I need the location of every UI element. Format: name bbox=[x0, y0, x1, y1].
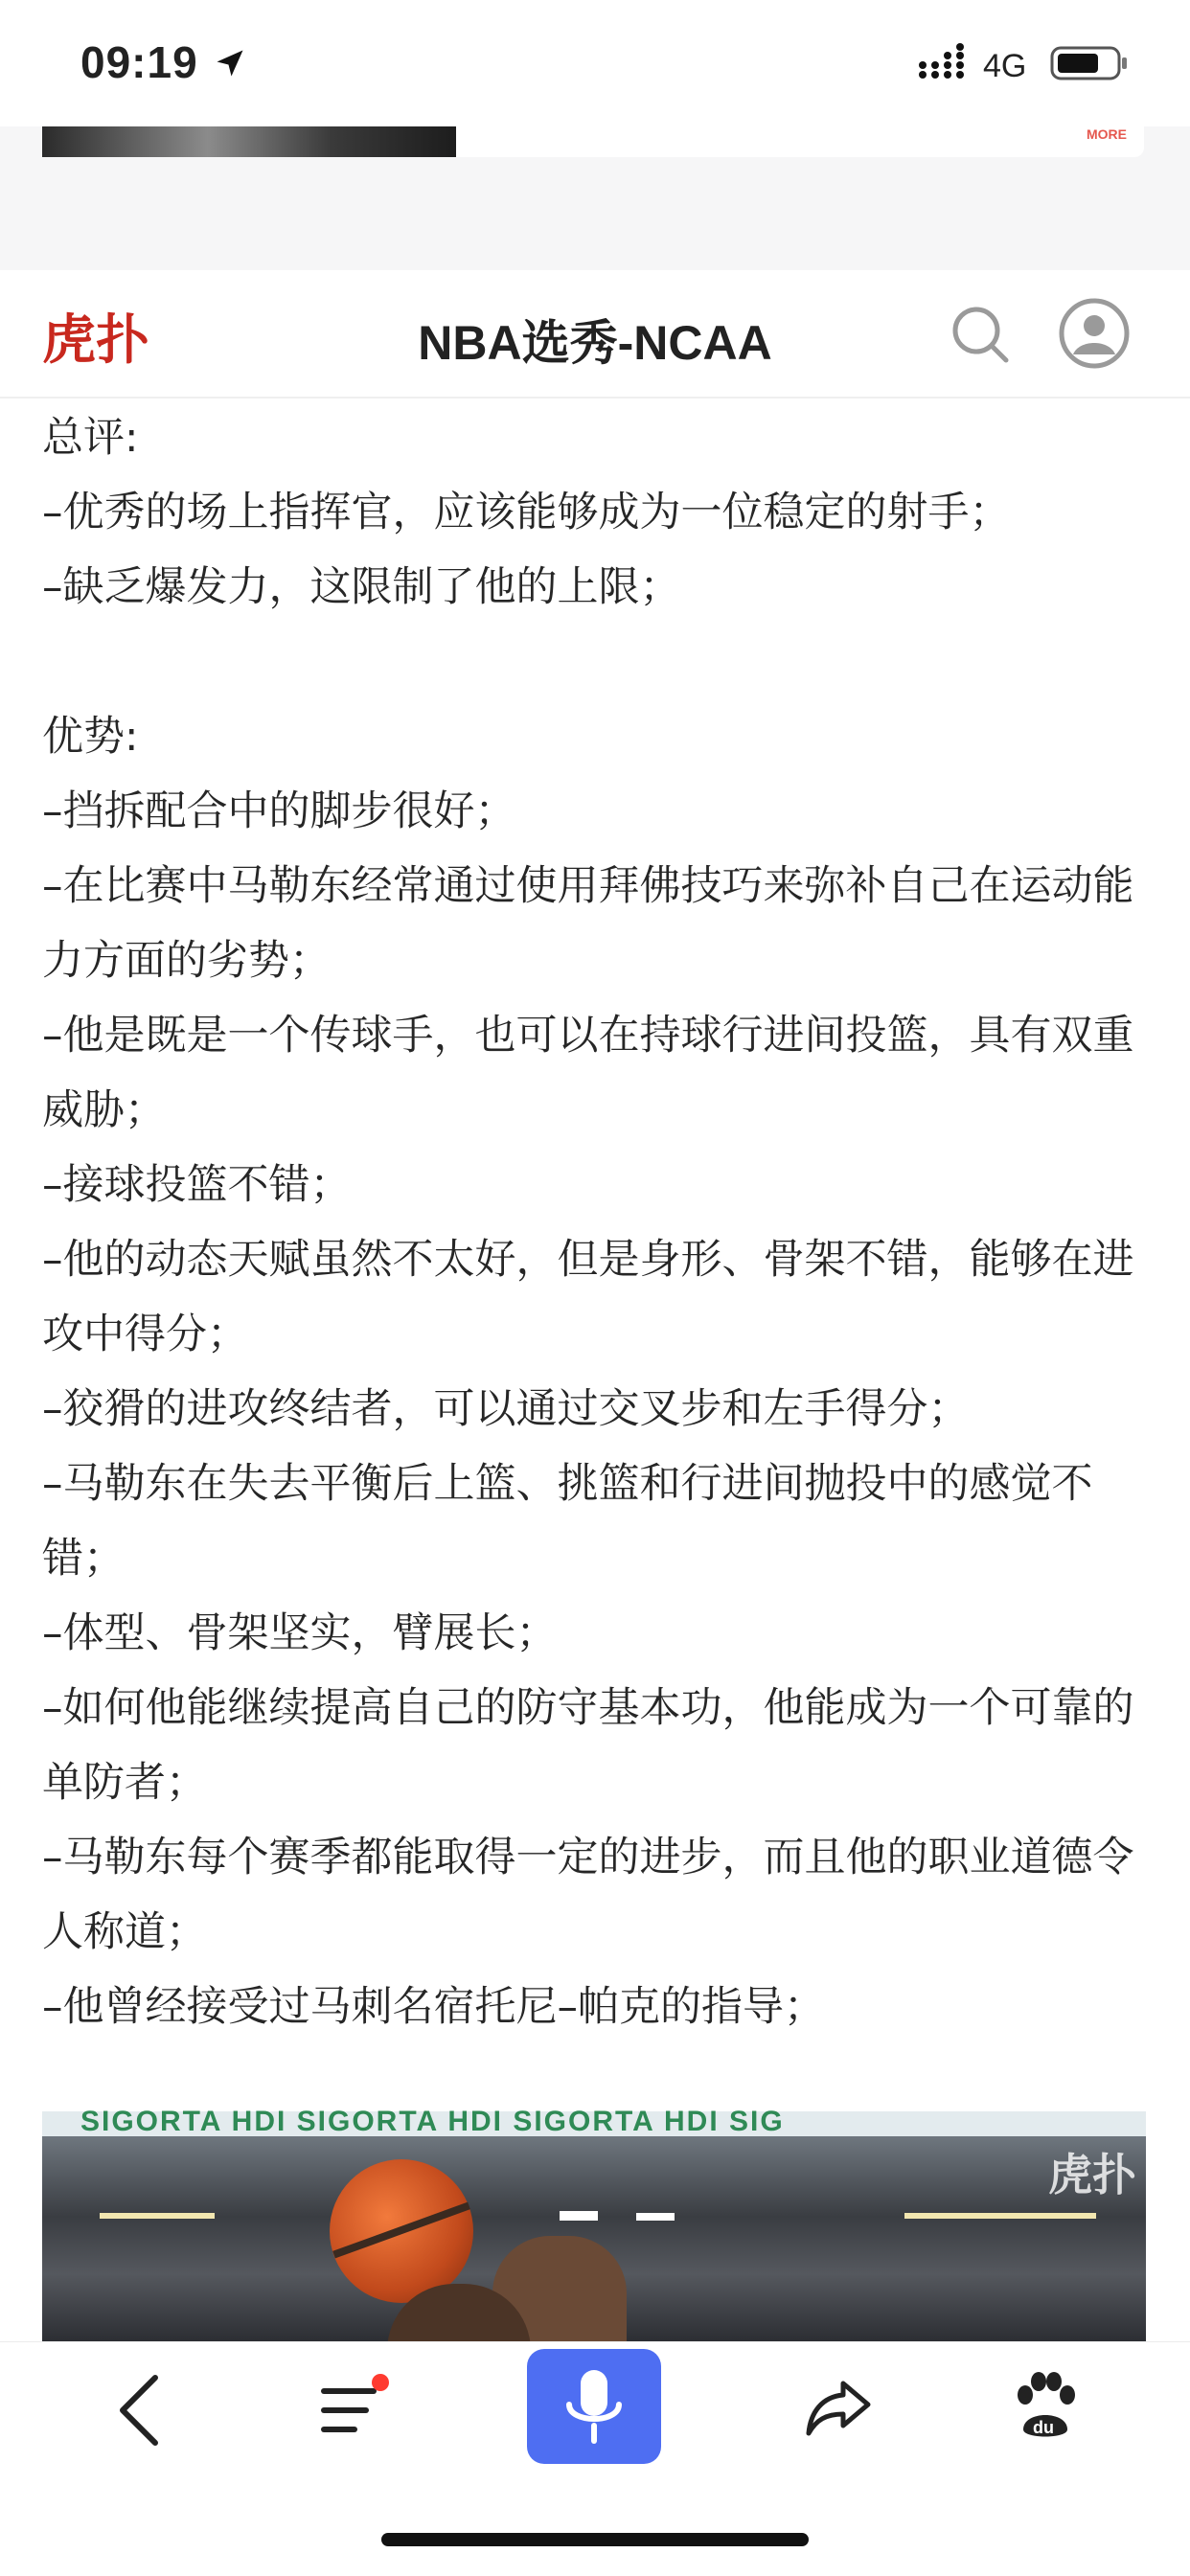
back-icon[interactable] bbox=[113, 2372, 165, 2449]
location-arrow-icon bbox=[213, 46, 247, 80]
search-icon[interactable] bbox=[949, 303, 1012, 366]
previous-card-thumbnail[interactable] bbox=[42, 126, 456, 157]
strength-item: –挡拆配合中的脚步很好； bbox=[42, 787, 516, 835]
paw-icon[interactable] bbox=[1012, 2370, 1079, 2441]
arena-lights bbox=[42, 2207, 1146, 2226]
strength-item: –他的动态天赋虽然不太好，但是身形、骨架不错，能够在进攻中得分； bbox=[42, 1236, 1134, 1358]
strengths-heading: 优势: bbox=[42, 713, 139, 761]
arena-banner-text: SIGORTA HDI SIGORTA HDI SIGORTA HDI SIG bbox=[80, 2106, 785, 2137]
user-icon[interactable] bbox=[1058, 297, 1131, 370]
network-type: 4G bbox=[983, 48, 1027, 84]
strength-item: –马勒东在失去平衡后上篮、挑篮和行进间抛投中的感觉不错； bbox=[42, 1460, 1093, 1583]
strength-item: –他是既是一个传球手，也可以在持球行进间投篮，具有双重威胁； bbox=[42, 1012, 1134, 1134]
hupu-logo-text: 虎扑 bbox=[42, 309, 149, 372]
battery-icon bbox=[1050, 44, 1129, 82]
mic-icon bbox=[527, 2349, 661, 2464]
signal-icon bbox=[918, 46, 968, 80]
photo-watermark: 虎扑 bbox=[1048, 2149, 1136, 2200]
article-photo[interactable] bbox=[42, 2106, 1146, 2341]
strength-item: –体型、骨架坚实，臂展长； bbox=[42, 1609, 558, 1657]
share-icon[interactable] bbox=[805, 2376, 874, 2439]
voice-search-button[interactable] bbox=[527, 2349, 661, 2464]
arena-banner bbox=[42, 2106, 1146, 2137]
svg-text:du: du bbox=[1033, 2418, 1054, 2437]
status-time: 09:19 bbox=[80, 37, 198, 87]
more-link[interactable]: MORE bbox=[1087, 126, 1127, 142]
strength-item: –如何他能继续提高自己的防守基本功，他能成为一个可靠的单防者； bbox=[42, 1684, 1134, 1807]
strength-item: –在比赛中马勒东经常通过使用拜佛技巧来弥补自己在运动能力方面的劣势； bbox=[42, 862, 1134, 985]
strength-item: –马勒东每个赛季都能取得一定的进步，而且他的职业道德令人称道； bbox=[42, 1834, 1134, 1956]
home-indicator[interactable] bbox=[381, 2533, 809, 2546]
strength-item: –接球投篮不错； bbox=[42, 1161, 352, 1209]
notification-dot bbox=[372, 2374, 389, 2391]
summary-item: –优秀的场上指挥官，应该能够成为一位稳定的射手； bbox=[42, 489, 1011, 536]
summary-heading: 总评: bbox=[42, 414, 139, 462]
strength-item: –狡猾的进攻终结者，可以通过交叉步和左手得分； bbox=[42, 1385, 970, 1433]
article-body bbox=[42, 400, 1150, 2044]
paragraph-gap bbox=[42, 625, 1150, 699]
page-title: NBA选秀-NCAA bbox=[418, 316, 772, 370]
summary-item: –缺乏爆发力，这限制了他的上限； bbox=[42, 563, 681, 611]
strength-item: –他曾经接受过马刺名宿托尼–帕克的指导； bbox=[42, 1983, 825, 2031]
menu-button[interactable] bbox=[320, 2374, 391, 2441]
